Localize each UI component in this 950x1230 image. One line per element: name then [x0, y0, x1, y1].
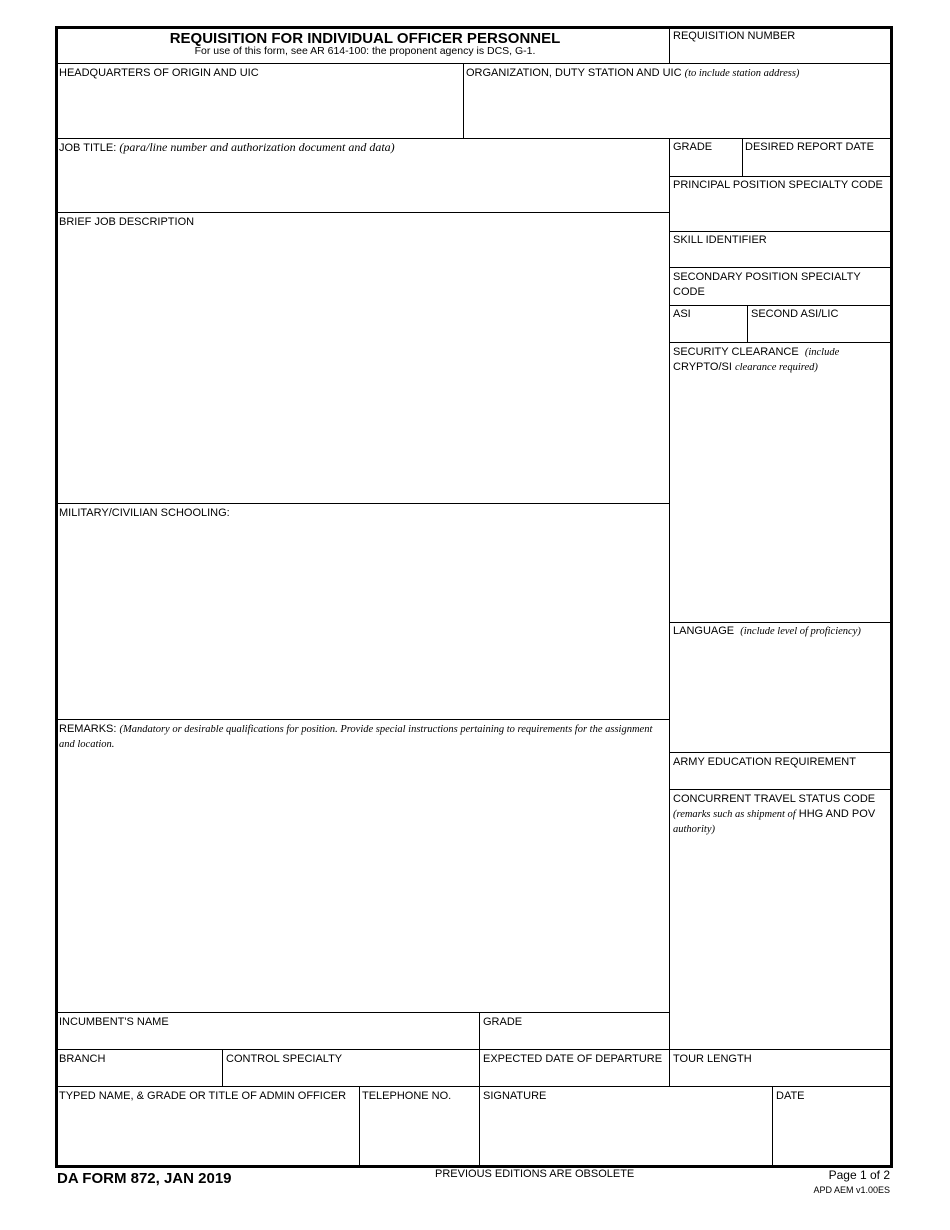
divider [669, 267, 891, 268]
principal-psc-label: PRINCIPAL POSITION SPECIALTY CODE [673, 179, 883, 191]
requisition-number-field[interactable] [671, 44, 889, 62]
telephone-label: TELEPHONE NO. [362, 1090, 452, 1102]
signature-field[interactable] [481, 1105, 771, 1165]
divider [57, 503, 669, 504]
org-duty-station-label: ORGANIZATION, DUTY STATION AND UIC (to include station address) [466, 67, 800, 79]
divider [463, 63, 464, 138]
concurrent-travel-field[interactable] [671, 835, 889, 1048]
requisition-number-label: REQUISITION NUMBER [673, 30, 796, 42]
incumbents-name-field[interactable] [58, 1031, 477, 1048]
divider [479, 1012, 480, 1166]
concurrent-travel-label: CONCURRENT TRAVEL STATUS CODE (remarks such as shipment of HHG AND POV authority) [673, 793, 876, 835]
hq-origin-label: HEADQUARTERS OF ORIGIN AND UIC [59, 67, 259, 79]
divider [57, 138, 891, 139]
skill-identifier-label: SKILL IDENTIFIER [673, 234, 767, 246]
job-title-label: JOB TITLE: (para/line number and authorization document and data) [59, 140, 395, 154]
divider [669, 231, 891, 232]
military-civilian-schooling-label: MILITARY/CIVILIAN SCHOOLING: [59, 507, 230, 519]
divider [669, 622, 891, 623]
remarks-field[interactable] [58, 754, 667, 1011]
divider [669, 305, 891, 306]
form-title: REQUISITION FOR INDIVIDUAL OFFICER PERSONNEL [169, 30, 561, 47]
remarks-label: REMARKS: (Mandatory or desirable qualifications for position. Provide special instructions pertaining to requirements for the assignment and location. [59, 723, 653, 750]
date-field[interactable] [774, 1105, 889, 1165]
typed-name-field[interactable] [58, 1105, 358, 1165]
asi-field[interactable] [671, 323, 746, 341]
brief-job-description-field[interactable] [58, 231, 667, 502]
tour-length-label: TOUR LENGTH [673, 1053, 752, 1065]
asi-label: ASI [673, 308, 691, 320]
divider [57, 212, 669, 213]
divider [57, 63, 891, 64]
security-clearance-field[interactable] [671, 376, 889, 621]
editions-note: PREVIOUS EDITIONS ARE OBSOLETE [435, 1168, 635, 1180]
signature-label: SIGNATURE [483, 1090, 547, 1102]
control-specialty-field[interactable] [224, 1068, 477, 1085]
divider [57, 719, 669, 720]
incumbent-grade-field[interactable] [481, 1031, 667, 1048]
divider [772, 1086, 773, 1166]
brief-job-description-label: BRIEF JOB DESCRIPTION [59, 216, 195, 228]
org-duty-station-field[interactable] [465, 82, 889, 137]
army-education-requirement-label: ARMY EDUCATION REQUIREMENT [673, 756, 856, 768]
army-education-requirement-field[interactable] [671, 771, 889, 788]
skill-identifier-field[interactable] [671, 249, 889, 266]
tour-length-field[interactable] [671, 1068, 889, 1085]
branch-label: BRANCH [59, 1053, 106, 1065]
language-label: LANGUAGE (include level of proficiency) [673, 625, 861, 637]
control-specialty-label: CONTROL SPECIALTY [226, 1053, 343, 1065]
divider [669, 752, 891, 753]
branch-field[interactable] [58, 1068, 221, 1085]
grade-field[interactable] [671, 156, 741, 175]
divider [747, 305, 748, 342]
page-number: Page 1 of 2 [828, 1168, 890, 1182]
divider [669, 176, 891, 177]
secondary-psc-label: SECONDARY POSITION SPECIALTY CODE [673, 271, 861, 298]
incumbents-name-label: INCUMBENT'S NAME [59, 1016, 169, 1028]
divider [222, 1049, 223, 1086]
divider [669, 342, 891, 343]
principal-psc-field[interactable] [671, 195, 889, 230]
typed-name-label: TYPED NAME, & GRADE OR TITLE OF ADMIN OFFICER [59, 1090, 347, 1102]
incumbent-grade-label: GRADE [483, 1016, 523, 1028]
divider [57, 1086, 891, 1087]
desired-report-date-label: DESIRED REPORT DATE [745, 141, 874, 153]
language-field[interactable] [671, 641, 889, 751]
security-clearance-label: SECURITY CLEARANCE (include CRYPTO/SI clearance required) [673, 346, 840, 373]
divider [669, 138, 670, 1086]
job-title-field[interactable] [58, 156, 667, 211]
second-asi-lic-field[interactable] [749, 323, 889, 341]
grade-label: GRADE [673, 141, 713, 153]
form-subtitle: For use of this form, see AR 614-100: the proponent agency is DCS, G-1. [194, 45, 536, 57]
divider [57, 1012, 669, 1013]
secondary-psc-field[interactable] [671, 300, 889, 304]
divider [57, 1049, 891, 1050]
telephone-field[interactable] [361, 1105, 477, 1165]
divider [742, 138, 743, 176]
divider [669, 789, 891, 790]
version-number: APD AEM v1.00ES [813, 1185, 890, 1195]
military-civilian-schooling-field[interactable] [58, 522, 667, 718]
date-label: DATE [776, 1090, 805, 1102]
divider [669, 28, 670, 63]
hq-origin-field[interactable] [58, 82, 462, 137]
divider [359, 1086, 360, 1166]
form-number: DA FORM 872, JAN 2019 [57, 1170, 232, 1187]
desired-report-date-field[interactable] [744, 156, 889, 175]
expected-departure-field[interactable] [481, 1068, 667, 1085]
second-asi-lic-label: SECOND ASI/LIC [751, 308, 839, 320]
expected-departure-label: EXPECTED DATE OF DEPARTURE [483, 1053, 663, 1065]
